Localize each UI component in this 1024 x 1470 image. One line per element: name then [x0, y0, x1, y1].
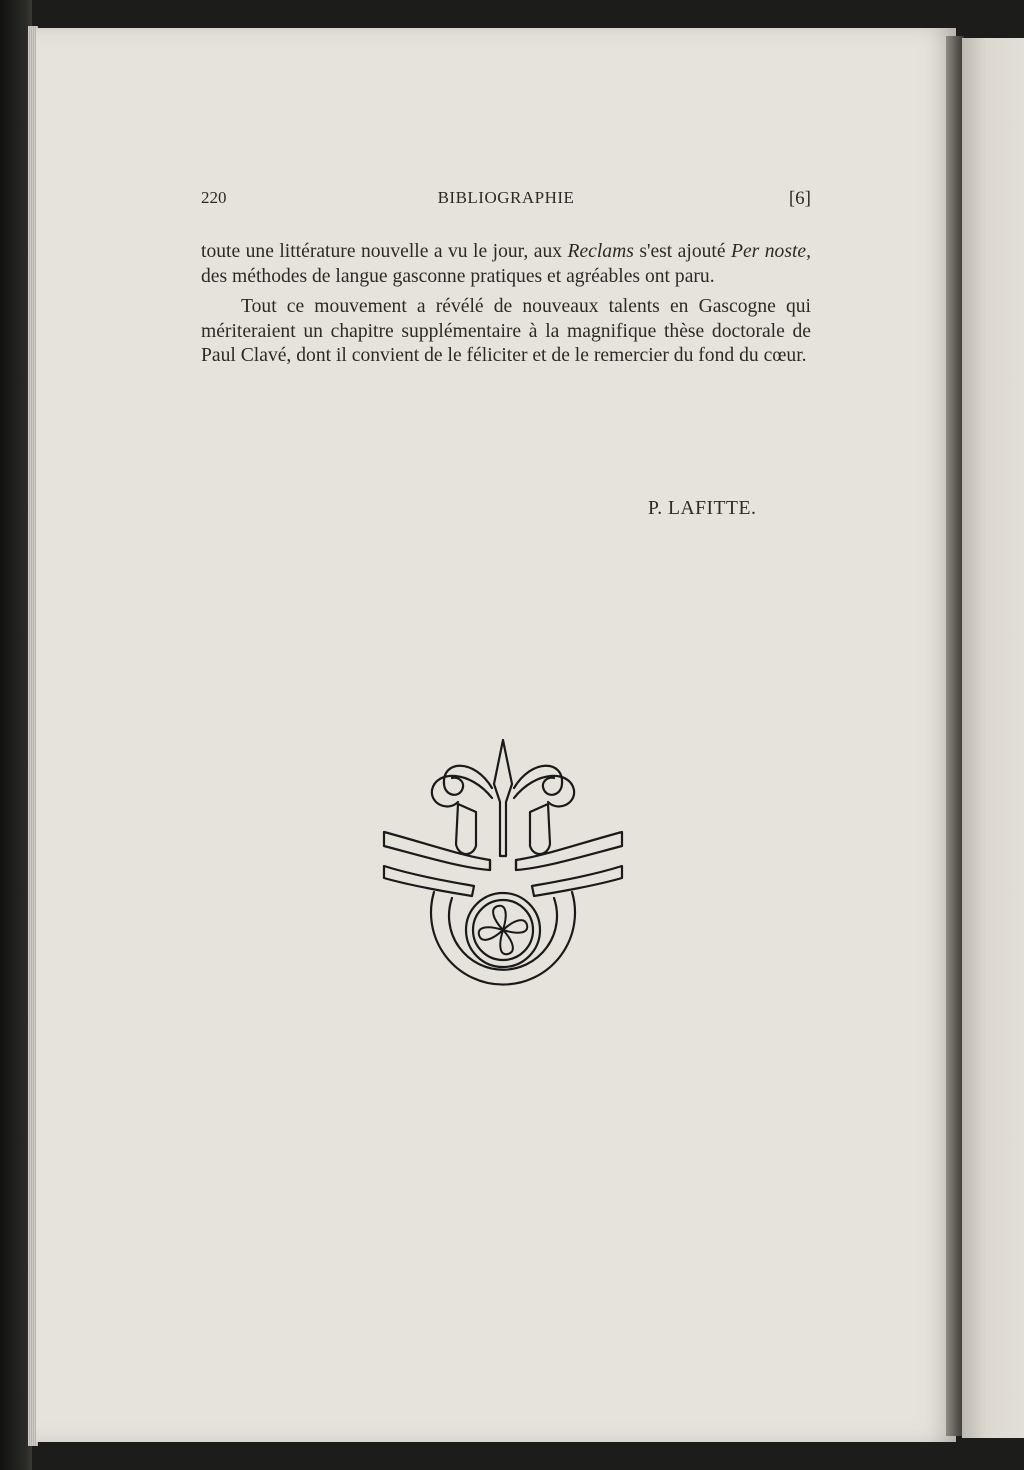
- paragraph-2: Tout ce mouvement a révélé de nouveaux talents en Gascogne qui mériteraient un chapitre supplémentaire à la magnifique thèse doctorale de Paul Clavé, dont il convient de le féliciter et de le remercier du fond du cœur.: [201, 296, 811, 366]
- author-signature: P. LAFITTE.: [648, 498, 757, 519]
- italic-title-reclams: Reclams: [567, 241, 634, 262]
- running-header: [201, 188, 811, 214]
- paragraph-1-text-b: s'est ajouté: [633, 241, 731, 262]
- facing-page-edge: [962, 38, 1024, 1438]
- section-number: [6]: [788, 188, 811, 209]
- paragraph-1-text-a: toute une littérature nouvelle a vu le jour, aux: [201, 241, 568, 262]
- page-number: 220: [201, 188, 227, 207]
- italic-title-per-noste: Per noste,: [731, 241, 811, 262]
- paragraph-1-text-c: des méthodes de langue gasconne pratiques et agréables ont paru.: [201, 265, 715, 287]
- running-title: BIBLIOGRAPHIE: [437, 188, 575, 207]
- paragraph-1: [201, 240, 811, 289]
- basque-lauburu-ornament-icon: [372, 732, 634, 1004]
- body-text: [201, 240, 811, 369]
